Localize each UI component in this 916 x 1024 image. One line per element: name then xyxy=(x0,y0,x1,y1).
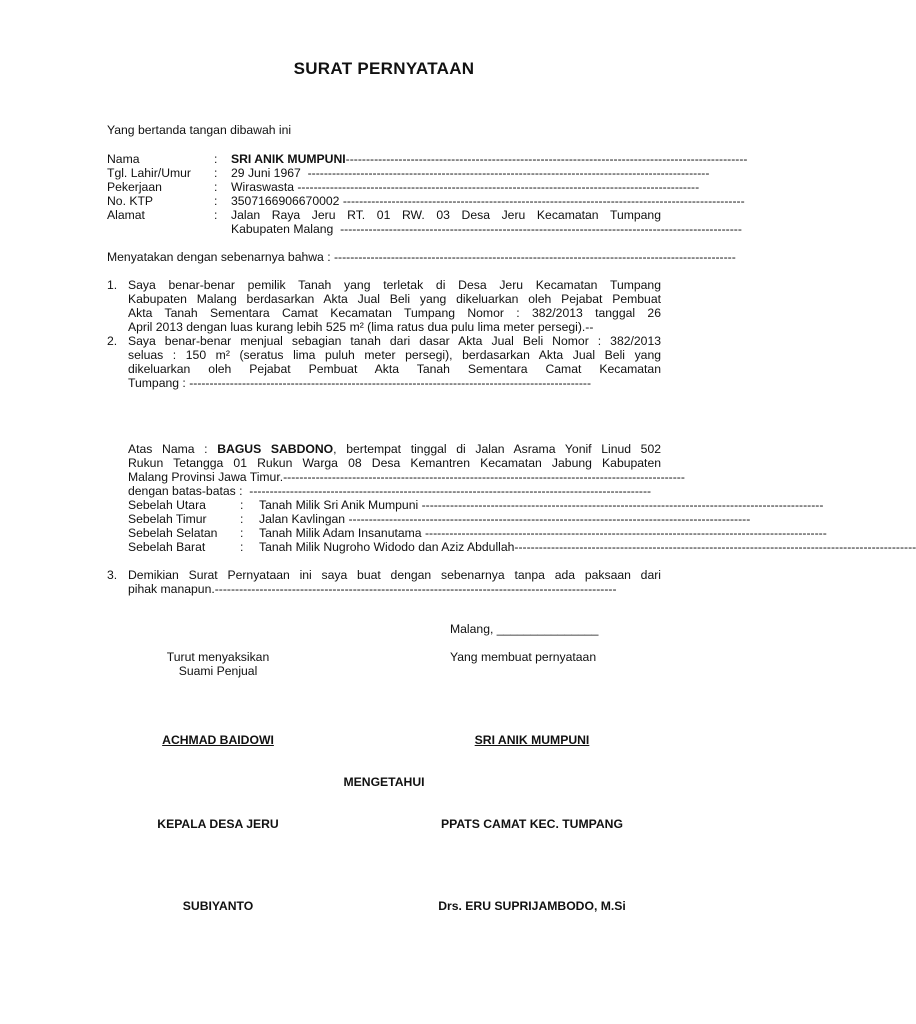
alamat-line2-row xyxy=(231,222,742,237)
barat-label: Sebelah Barat xyxy=(128,540,206,554)
selatan-label: Sebelah Selatan xyxy=(128,526,218,540)
selatan-row xyxy=(259,526,827,541)
statement-intro-row xyxy=(107,250,736,265)
tgl-label: Tgl. Lahir/Umur xyxy=(107,166,191,180)
colon: : xyxy=(214,180,218,194)
point-3-line-row xyxy=(128,582,659,597)
timur-label: Sebelah Timur xyxy=(128,512,207,526)
nama-value-row xyxy=(231,152,748,167)
maker-label: Yang membuat pernyataan xyxy=(450,650,597,664)
ktp-value: 3507166906670002 xyxy=(231,194,340,208)
place-date: Malang, _______________ xyxy=(450,622,599,636)
dash-filler: --------------------------------------------------------------------------------------------------- xyxy=(514,540,916,554)
atas-nama-line3: Malang Provinsi Jawa Timur. xyxy=(128,470,284,484)
point-2-number: 2. xyxy=(107,334,118,348)
atas-nama-line2: Rukun Tetangga 01 Rukun Warga 08 Desa Kemantren Kecamatan Jabung Kabupaten xyxy=(128,456,661,470)
batas-intro: dengan batas-batas : xyxy=(128,484,243,498)
ktp-label: No. KTP xyxy=(107,194,154,208)
witness-subtitle: Suami Penjual xyxy=(178,664,258,678)
dash-filler: --------------------------------------------------------------------------------------------------- xyxy=(249,484,652,498)
point-1-line: Saya benar-benar pemilik Tanah yang terletak di Desa Jeru Kecamatan Tumpang xyxy=(128,278,661,292)
atas-nama-line3-row xyxy=(128,470,685,485)
mengetahui-heading: MENGETAHUI xyxy=(343,775,425,789)
kepala-desa-name: SUBIYANTO xyxy=(182,899,254,913)
pekerjaan-value-row xyxy=(231,180,700,195)
dash-filler: --------------------------------------------------------------------------------------------------- xyxy=(340,222,742,236)
colon: : xyxy=(240,512,244,526)
document-title: SURAT PERNYATAAN xyxy=(293,59,475,78)
dash-filler: --------------------------------------------------------------------------------------------------- xyxy=(283,470,685,484)
colon: : xyxy=(214,208,218,222)
statement-intro: Menyatakan dengan sebenarnya bahwa : xyxy=(107,250,331,264)
intro-text: Yang bertanda tangan dibawah ini xyxy=(107,123,292,137)
dash-filler: --------------------------------------------------------------------------------------------------- xyxy=(297,180,700,194)
point-2-line: dikeluarkan oleh Pejabat Pembuat Akta Tanah Sementara Camat Kecamatan xyxy=(128,362,661,376)
utara-row xyxy=(259,498,824,513)
dash-filler: --------------------------------------------------------------------------------------------------- xyxy=(424,526,827,540)
pekerjaan-label: Pekerjaan xyxy=(107,180,162,194)
colon: : xyxy=(214,194,218,208)
alamat-label: Alamat xyxy=(107,208,145,222)
batas-intro-row xyxy=(128,484,659,499)
point-3-line: pihak manapun. xyxy=(128,582,215,596)
witness-title: Turut menyaksikan xyxy=(166,650,270,664)
witness-name: ACHMAD BAIDOWI xyxy=(162,733,274,747)
dash-filler: --------------------------------------------------------------------------------------------------- xyxy=(345,152,748,166)
colon: : xyxy=(214,152,218,166)
point-3-number: 3. xyxy=(107,568,118,582)
alamat-line2: Kabupaten Malang xyxy=(231,222,334,236)
tgl-value: 29 Juni 1967 xyxy=(231,166,301,180)
maker-name: SRI ANIK MUMPUNI xyxy=(474,733,590,747)
point-2-line: Saya benar-benar menjual sebagian tanah dari dasar Akta Jual Beli Nomor : 382/2013 xyxy=(128,334,661,348)
pekerjaan-value: Wiraswasta xyxy=(231,180,294,194)
tgl-value-row xyxy=(231,166,710,181)
dash-filler: --------------------------------------------------------------------------------------------------- xyxy=(348,512,751,526)
dash-filler: --------------------------------------------------------------------------------------------------- xyxy=(307,166,710,180)
point-1-line: April 2013 dengan luas kurang lebih 525 m² (lima ratus dua pulu lima meter persegi).-- xyxy=(128,320,594,334)
point-1-number: 1. xyxy=(107,278,118,292)
timur-value: Jalan Kavlingan xyxy=(259,512,346,526)
point-3-line: Demikian Surat Pernyataan ini saya buat dengan sebenarnya tanpa ada paksaan dari xyxy=(128,568,661,582)
point-2-line: seluas : 150 m² (seratus lima puluh meter persegi), berdasarkan Akta Jual Beli yang xyxy=(128,348,661,362)
atas-nama-line xyxy=(128,442,661,457)
atas-prefix: Atas Nama : xyxy=(128,442,208,456)
ppats-name: Drs. ERU SUPRIJAMBODO, M.Si xyxy=(438,899,626,913)
alamat-line1: Jalan Raya Jeru RT. 01 RW. 03 Desa Jeru Kecamatan Tumpang xyxy=(231,208,661,222)
point-2-line-row xyxy=(128,376,659,391)
dash-filler: --------------------------------------------------------------------------------------------------- xyxy=(421,498,824,512)
ktp-value-row xyxy=(231,194,745,209)
nama-label: Nama xyxy=(107,152,140,166)
atas-name: BAGUS SABDONO xyxy=(217,442,334,456)
utara-value: Tanah Milik Sri Anik Mumpuni xyxy=(259,498,419,512)
colon: : xyxy=(240,498,244,512)
barat-value: Tanah Milik Nugroho Widodo dan Aziz Abdullah xyxy=(259,540,515,554)
dash-filler: --------------------------------------------------------------------------------------------------- xyxy=(214,582,617,596)
barat-row xyxy=(259,540,916,555)
timur-row xyxy=(259,512,751,527)
colon: : xyxy=(240,526,244,540)
point-2-line: Tumpang : xyxy=(128,376,186,390)
dash-filler: --------------------------------------------------------------------------------------------------- xyxy=(189,376,591,390)
colon: : xyxy=(214,166,218,180)
colon: : xyxy=(240,540,244,554)
kepala-desa-title: KEPALA DESA JERU xyxy=(157,817,279,831)
selatan-value: Tanah Milik Adam Insanutama xyxy=(259,526,422,540)
dash-filler: --------------------------------------------------------------------------------------------------- xyxy=(342,194,745,208)
point-1-line: Akta Tanah Sementara Camat Kecamatan Tumpang Nomor : 382/2013 tanggal 26 xyxy=(128,306,661,320)
ppats-title: PPATS CAMAT KEC. TUMPANG xyxy=(441,817,623,831)
dash-filler: --------------------------------------------------------------------------------------------------- xyxy=(334,250,736,264)
nama-value: SRI ANIK MUMPUNI xyxy=(231,152,346,166)
utara-label: Sebelah Utara xyxy=(128,498,206,512)
point-1-line: Kabupaten Malang berdasarkan Akta Jual Beli yang dikeluarkan oleh Pejabat Pembuat xyxy=(128,292,661,306)
atas-rest: , bertempat tinggal di Jalan Asrama Yonif Linud 502 xyxy=(333,442,661,456)
